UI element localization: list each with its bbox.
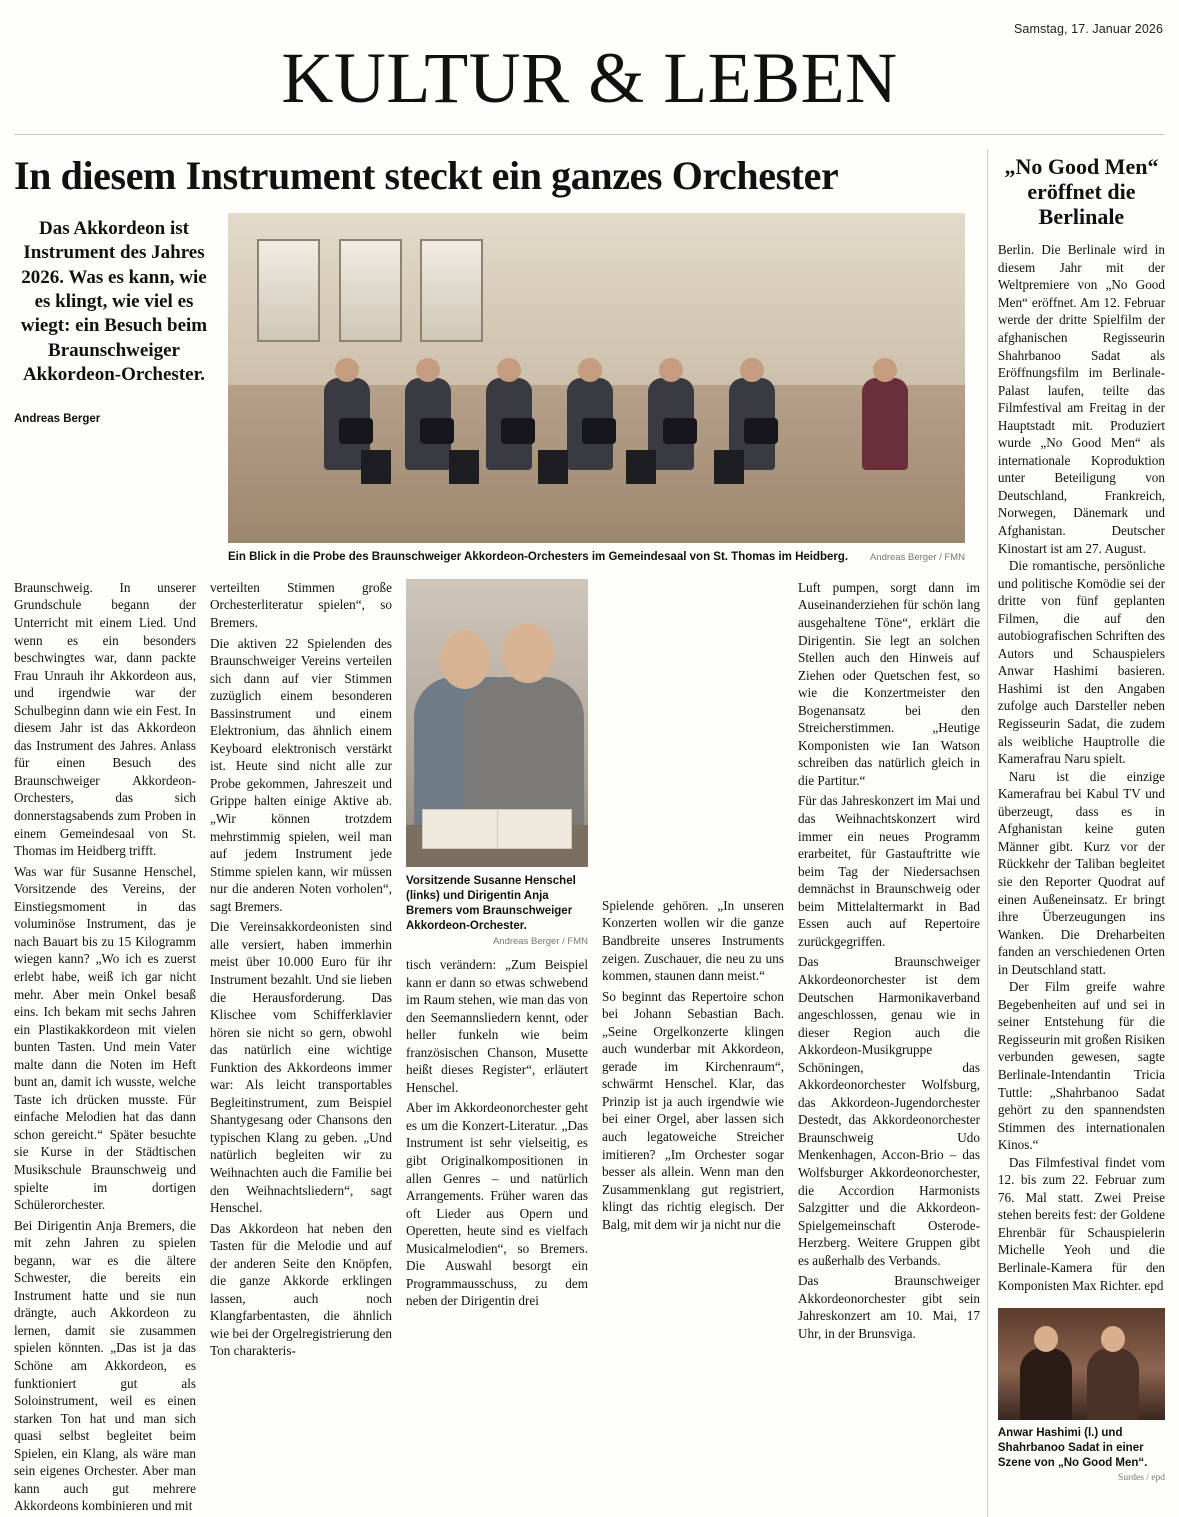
paragraph: Spielende gehören. „In unseren Konzerten wollen wir die ganze Bandbreite unseres Instruments zeigen. Zuschauer, die neu zu uns kommen, staunen dann meist.“ — [602, 897, 784, 984]
berlinale-photo-caption: Anwar Hashimi (l.) und Shahrbanoo Sadat in einer Szene von „No Good Men“. — [997, 1427, 1148, 1469]
berlinale-photo-credit: Surdes / epd — [1118, 1472, 1165, 1483]
main-photo-column — [228, 213, 965, 565]
paragraph: Braunschweig. In unserer Grundschule begann der Unterricht mit einem Lied. Und wenn es ein besonders beschwingtes war, dann packte Frau Unrauh ihr Akkordeon aus, und irgendwie war der Schulbeginn dann wie ein Fest. In diesem Jahr ist das Akkordeon das Instrument des Jahres. Anlass für einen Besuch des Braunschweiger Akkordeon-Orchesters, das sich donnerstagsabends zum Proben in einem Gemeindesaal von St. Thomas im Heidberg trifft. — [14, 579, 196, 859]
paragraph: Die aktiven 22 Spielenden des Braunschweiger Vereins verteilen sich dann auf vier Stimmen zuzüglich einem besonderen Bassinstrument und einem Elektronium, das ähnlich einem Keyboard elektronisch verstärkt ist. Heute sind nicht alle zur Probe gekommen, Jahreszeit und Grippe halten einige Aktive ab. „Wir können trotzdem mehrstimmig spielen, weil man auf jedem Instrument jede Stimme spielen kann, wir müssen nur die anderen Noten vorholen“, sagt Bremers. — [210, 635, 392, 914]
body-column-3 — [406, 579, 588, 1517]
lead-column — [14, 213, 214, 565]
column-divider — [987, 149, 988, 1517]
paragraph: Das Akkordeon hat neben den Tasten für die Melodie und auf der anderen Seite den Knöpfen, die ganze Akkorde erklingen lassen, auch noch Klangfarbentasten, die ähnlich wie bei der Orgelregistrierung den Ton charakteris- — [210, 1220, 392, 1359]
dateline: Samstag, 17. Januar 2026 — [1013, 22, 1163, 36]
lead-photo-row — [14, 213, 965, 565]
paragraph: Bei Dirigentin Anja Bremers, die mit zehn Jahren zu spielen begann, war es die ältere Schwester, die bereits ein Instrument hatte und sie nun drängte, auch Akkordeon zu lernen, damit sie zusammen spielen könnten. „Das ist ja das Schöne am Akkordeon, es funktioniert gut als Soloinstrument, weil es einen starken Ton hat und man sich quasi selbst begleitet beim Spielen, ein Klang, als wäre man sein eigenes Orchester. Aber man kann auch gut mehrere Akkordeons kombinieren und mit — [14, 1217, 196, 1514]
main-article — [14, 149, 980, 1517]
body-column-2 — [210, 579, 392, 1517]
sidebar-article — [998, 149, 1165, 1517]
rehearsal-photo — [228, 213, 965, 543]
paragraph: Die romantische, persönliche und politische Komödie sei der dritte von fünf geplanten Filmen, die auf den autobiografischen Schriften des Autors und Schauspielers Anwar Hashimi basieren. Hashimi ist den Angaben zufolge auch Darsteller neben Regisseurin Sadat, die zudem als weibliche Hauptrolle die Kamerafrau Naru spielt. — [997, 558, 1165, 767]
paragraph: Naru ist die einzige Kamerafrau bei Kabul TV und überzeugt, dass es in Afghanistan keine guten Männer gibt. Kurz vor der Rückkehr der Taliban begleitet sie den Reporter Quodrat auf einen Außeneinsatz. Er bringt ihre Überzeugungen ins Wanken. Die Dreharbeiten fanden an verschiedenen Orten in Deutschland statt. — [997, 768, 1165, 977]
portrait-credit: Andreas Berger / FMN — [492, 935, 588, 947]
paragraph: tisch verändern: „Zum Beispiel kann er dann so etwas schwebend im Raum stehen, wie man das von den Seemannsliedern kennt, oder heller funkeln wie beim französischen Chanson, Musette heißt dieses Register“, erläutert Henschel. — [406, 957, 588, 1095]
paragraph: Luft pumpen, sorgt dann im Auseinanderziehen für schön lang ausgehaltene Töne“, erklärt die Dirigentin. Sie legt an solchen Stellen auch den Hinweis auf Ziehen oder Quetschen fest, so wie die Konzertmeister den Bogenansatz bei den Streicherstimmen. „Heutige Komponisten wie Ian Watson schreiben das natürlich gleich in die Partitur.“ — [798, 579, 980, 788]
paragraph: Aber im Akkordeonorchester geht es um die Konzert-Literatur. „Das Instrument ist sehr vielseitig, es gibt Originalkompositionen in allen Genres – und natürlich Arrangements. Früher waren das oft Lieder aus Opern und Operetten, heute sind es vielfach Musicalmelodien“, so Bremers. Die Auswahl besorgt ein Programmausschuss, zu dem neben der Dirigentin drei — [406, 1100, 588, 1309]
paragraph: Für das Jahreskonzert im Mai und das Weihnachtskonzert wird immer ein neues Programm erarbeitet, für Gastauftritte wie beim Tag der Niedersachsen demnächst in Braunschweig oder beim Mittelaltermarkt in Bad Essen auch auf Repertoire zurückgegriffen. — [798, 793, 980, 949]
masthead-rule — [14, 134, 1165, 135]
paragraph: So beginnt das Repertoire schon bei Johann Sebastian Bach. „Seine Orgelkonzerte klingen auch wunderbar mit Akkordeon, gerade im Kirchenraum“, schwärmt Henschel. Klar, das Prinzip ist ja auch irgendwie wie bei einer Orgel, aber lassen sich auch legatoweiche Streicher imitieren? „Im Orchester sogar besser als allein. Wenn man den Zusammenklang gut registriert, klingt das richtig elegisch. Der Balg, mit dem wir ja nicht nur die — [602, 988, 784, 1232]
paragraph: Das Filmfestival findet vom 12. bis zum 22. Februar zum 76. Mal statt. Zwei Preise stehen bereits fest: der Goldene Ehrenbär für Schauspielerin Michelle Yeoh und die Berlinale-Kamera für den Komponisten Max Richter. epd — [997, 1154, 1165, 1293]
paragraph: Die Vereinsakkordeonisten sind alle versiert, haben immerhin meist über 10.000 Euro für ihr Instrument bezahlt. Und sie lieben die Herausforderung. Das Klischee vom Schifferklavier hören sie nicht so gern, obwohl das natürlich eine wichtige Funktion des Akkordeons immer war: Als leicht transportables Begleitinstrument, zum Beispiel Shantygesang oder Chansons den typischen Klang zu geben. „Und natürlich begleiten wir zu Weihnachten auch die Familie bei den Weihnachtsliedern“, sagt Henschel. — [210, 919, 392, 1216]
article-headline: In diesem Instrument steckt ein ganzes Orchester — [14, 153, 839, 199]
paragraph: Berlin. Die Berlinale wird in diesem Jahr mit der Weltpremiere von „No Good Men“ eröffnet. Am 12. Februar werde der dritte Spielfilm der afghanischen Regisseurin Shahrbanoo Sadat als Eröffnungsfilm im Berlinale-Palast laufen, teilte das Filmfestival am Freitag in der Hauptstadt mit. Produziert wurde „No Good Men“ als internationale Koproduktion unter Beteiligung von Deutschland, Frankreich, Norwegen, Dänemark und Afghanistan. Deutscher Kinostart ist am 27. August. — [997, 242, 1165, 556]
body-column-5 — [798, 579, 980, 1517]
portrait-photo — [406, 579, 588, 867]
berlinale-photo — [998, 1308, 1165, 1420]
paragraph: verteilten Stimmen große Orchesterliteratur spielen“, so Bremers. — [210, 579, 392, 631]
masthead-title: KULTUR & LEBEN — [281, 38, 898, 118]
paragraph: Was war für Susanne Henschel, Vorsitzende des Vereins, der Einstiegsmoment in das voluminöse Instrument, das je nach Bauart bis zu 15 Kilogramm wiegen kann? „Wo ich es zuerst erlebt habe, weiß ich gar nicht mehr. Aber mein Onkel besaß eins. Ich bekam mit sechs Jahren ein Plastikakkordeon mit vielen bunten Tasten. Und mein Vater malte dann die Noten im Heft bunt an, damit ich wusste, welche Taste ich drücken musste. Für einfache Melodien hat das dann schon gereicht.“ Später besuchte sie Kurse in der Städtischen Musikschule Braunschweig und spielte im dortigen Schülerorchester. — [14, 863, 196, 1213]
portrait-caption-row — [406, 874, 588, 948]
sidebar-headline: „No Good Men“ eröffnet die Berlinale — [1004, 154, 1159, 229]
article-byline: Andreas Berger — [14, 413, 101, 426]
body-column-1 — [14, 579, 196, 1517]
article-lead: Das Akkordeon ist Instrument des Jahres 2026. Was es kann, wie es klingt, wie viel es wiegt: ein Besuch beim Braunschweiger Akkordeon-Orchester. — [20, 217, 208, 385]
paragraph: Das Braunschweiger Akkordeonorchester gibt sein Jahreskonzert am 10. Mai, 17 Uhr, in der Brunsviga. — [798, 1273, 980, 1341]
body-columns — [14, 579, 980, 1517]
portrait-caption: Vorsitzende Susanne Henschel (links) und Dirigentin Anja Bremers vom Braunschweiger Akkordeon-Orchester. — [406, 874, 576, 932]
body-column-4 — [602, 579, 784, 1517]
paragraph: Der Film greife wahre Begebenheiten auf und sei in seiner Entstehung für die Regisseurin mit großen Risiken verbunden gewesen, sagte Berlinale-Intendantin Tricia Tuttle: „Shahrbanoo Sadat gehört zu den spannendsten Stimmen des internationalen Kinos.“ — [997, 979, 1165, 1153]
main-photo-caption: Ein Blick in die Probe des Braunschweiger Akkordeon-Orchesters im Gemeindesaal von St. Thomas im Heidberg. — [228, 550, 849, 563]
main-photo-caption-row — [228, 550, 965, 565]
main-photo-credit: Andreas Berger / FMN — [869, 551, 965, 563]
paragraph: Das Braunschweiger Akkordeonorchester ist dem Deutschen Harmonikaverband angeschlossen, genau wie in dieser Region auch die Akkordeon-Musikgruppe Schöningen, das Akkordeonorchester Wolfsburg, das Akkordeon-Jugendorchester Destedt, das Akkordeonorchester Braunschweig Udo Menkenhagen, Accon-Brio – das Wolfsburger Akkordeonorchester, die Accordion Harmonists Salzgitter und die Akkordeon-Spielgemeinschaft Osterode-Herzberg. Weitere Gruppen gibt es außerhalb des Verbands. — [798, 954, 980, 1268]
page-content — [14, 149, 1165, 1517]
